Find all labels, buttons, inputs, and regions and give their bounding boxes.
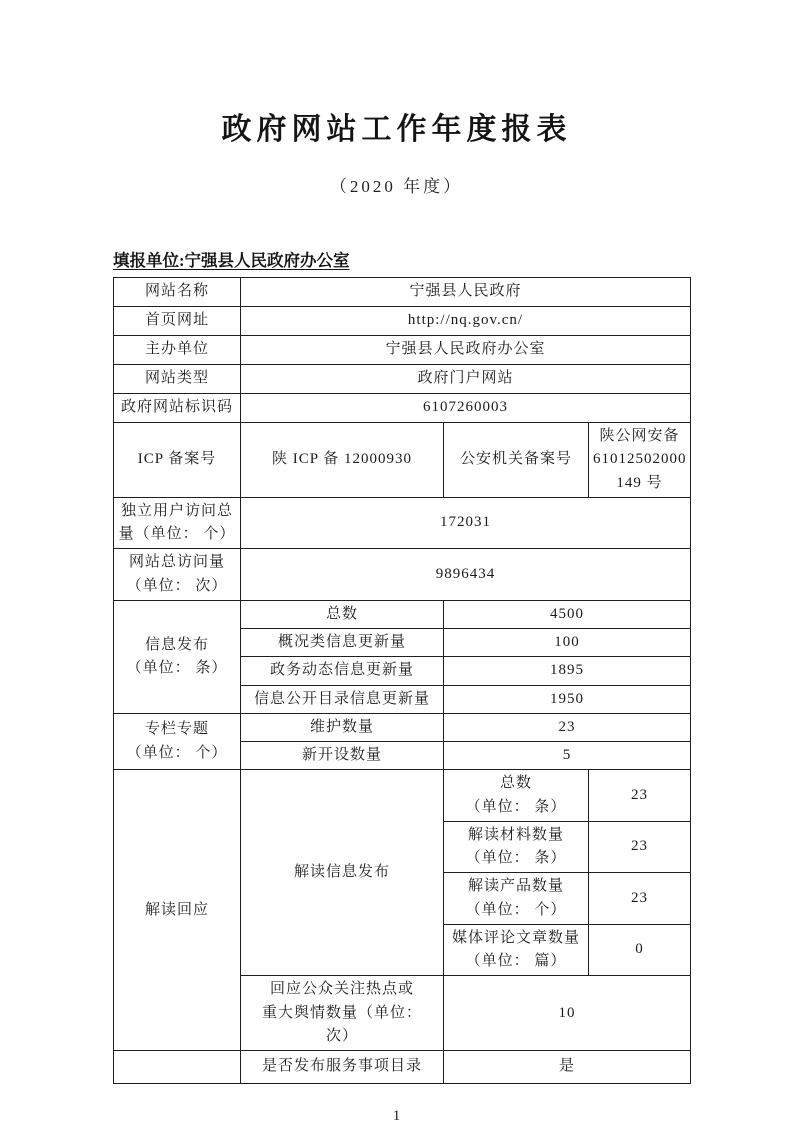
info-overview-value: 100 bbox=[444, 629, 691, 657]
row-unique-visitors bbox=[114, 497, 691, 549]
interpret-material-label bbox=[444, 821, 589, 873]
row-total-visits bbox=[114, 549, 691, 601]
label-line: 网站总访问量 bbox=[128, 554, 225, 571]
info-catalog-label: 信息公开目录信息更新量 bbox=[241, 685, 444, 713]
special-new-label: 新开设数量 bbox=[241, 742, 444, 770]
label-line: （单位： 条） bbox=[126, 659, 228, 676]
interpret-material-value: 23 bbox=[589, 821, 691, 873]
media-comment-label bbox=[444, 924, 589, 976]
unit-line: （单位： 条） bbox=[465, 850, 567, 866]
row-website-name bbox=[114, 278, 691, 307]
page-title: 政府网站工作年度报表 bbox=[221, 113, 572, 146]
organizer-value: 宁强县人民政府办公室 bbox=[241, 336, 691, 365]
special-maintain-label: 维护数量 bbox=[241, 713, 444, 741]
interpret-total-label bbox=[444, 770, 589, 822]
security-filing-line: 陕公网安备 bbox=[599, 428, 680, 444]
annual-report-table bbox=[113, 277, 691, 1084]
row-website-type bbox=[114, 365, 691, 394]
unique-visitors-label bbox=[114, 497, 241, 549]
interpret-section-label: 解读回应 bbox=[114, 770, 241, 1051]
label-line: 独立用户访问总 bbox=[120, 502, 233, 519]
row-site-id-code bbox=[114, 394, 691, 423]
icp-label: ICP 备案号 bbox=[114, 423, 241, 498]
special-new-value: 5 bbox=[444, 742, 691, 770]
special-maintain-value: 23 bbox=[444, 713, 691, 741]
unit-line: （单位： 个） bbox=[465, 901, 567, 918]
total-visits-value: 9896434 bbox=[241, 549, 691, 601]
page-subtitle: （2020 年度） bbox=[329, 177, 464, 196]
special-section-label bbox=[114, 713, 241, 770]
interpret-product-value: 23 bbox=[589, 873, 691, 925]
row-info-total bbox=[114, 600, 691, 628]
label-line: （单位： 次） bbox=[126, 577, 228, 594]
row-interpret-total bbox=[114, 770, 691, 822]
label-line: 信息发布 bbox=[144, 636, 209, 653]
label-line: 总数 bbox=[499, 775, 532, 792]
public-response-label bbox=[241, 976, 444, 1051]
label-line: （单位： 个） bbox=[126, 744, 228, 761]
website-type-label: 网站类型 bbox=[114, 365, 241, 394]
row-special-maintain bbox=[114, 713, 691, 741]
site-id-code-label: 政府网站标识码 bbox=[114, 394, 241, 423]
service-directory-label: 是否发布服务事项目录 bbox=[241, 1051, 444, 1084]
empty-label-cell bbox=[114, 1051, 241, 1084]
label-line: 专栏专题 bbox=[144, 721, 209, 738]
security-filing-label: 公安机关备案号 bbox=[444, 423, 589, 498]
interpret-total-value: 23 bbox=[589, 770, 691, 822]
security-filing-value bbox=[589, 423, 691, 498]
info-dynamic-value: 1895 bbox=[444, 657, 691, 685]
row-service-directory bbox=[114, 1051, 691, 1084]
info-catalog-value: 1950 bbox=[444, 685, 691, 713]
site-id-code-value: 6107260003 bbox=[241, 394, 691, 423]
security-filing-line: 61012502000 bbox=[593, 451, 687, 468]
service-directory-value: 是 bbox=[444, 1051, 691, 1084]
info-overview-label: 概况类信息更新量 bbox=[241, 629, 444, 657]
label-line: 回应公众关注热点或 bbox=[269, 981, 414, 998]
security-filing-line: 149 号 bbox=[616, 474, 663, 491]
label-line: 重大舆情数量（单位： bbox=[261, 1004, 422, 1021]
label-line: 次） bbox=[325, 1027, 358, 1044]
row-organizer bbox=[114, 336, 691, 365]
info-total-label: 总数 bbox=[241, 600, 444, 628]
media-comment-value: 0 bbox=[589, 924, 691, 976]
row-icp-filing bbox=[114, 423, 691, 498]
info-total-value: 4500 bbox=[444, 600, 691, 628]
label-line: 媒体评论文章数量 bbox=[451, 929, 580, 946]
info-dynamic-label: 政务动态信息更新量 bbox=[241, 657, 444, 685]
label-line: 解读产品数量 bbox=[467, 878, 564, 895]
info-section-label bbox=[114, 600, 241, 713]
interpret-product-label bbox=[444, 873, 589, 925]
public-response-value: 10 bbox=[444, 976, 691, 1051]
organizer-label: 主办单位 bbox=[114, 336, 241, 365]
reporting-unit: 填报单位:宁强县人民政府办公室 bbox=[113, 251, 350, 270]
row-homepage-url bbox=[114, 307, 691, 336]
website-name-value: 宁强县人民政府 bbox=[241, 278, 691, 307]
page-number: 1 bbox=[392, 1108, 401, 1124]
label-line: 量（单位： 个） bbox=[118, 526, 236, 542]
website-type-value: 政府门户网站 bbox=[241, 365, 691, 394]
unit-line: （单位： 条） bbox=[465, 798, 567, 815]
website-name-label: 网站名称 bbox=[114, 278, 241, 307]
homepage-url-label: 首页网址 bbox=[114, 307, 241, 336]
total-visits-label bbox=[114, 549, 241, 601]
icp-value: 陕 ICP 备 12000930 bbox=[241, 423, 444, 498]
unit-line: （单位： 篇） bbox=[465, 953, 567, 969]
interpret-publish-label: 解读信息发布 bbox=[241, 770, 444, 976]
unique-visitors-value: 172031 bbox=[241, 497, 691, 549]
label-line: 解读材料数量 bbox=[467, 826, 564, 843]
homepage-url-value: http://nq.gov.cn/ bbox=[241, 307, 691, 336]
